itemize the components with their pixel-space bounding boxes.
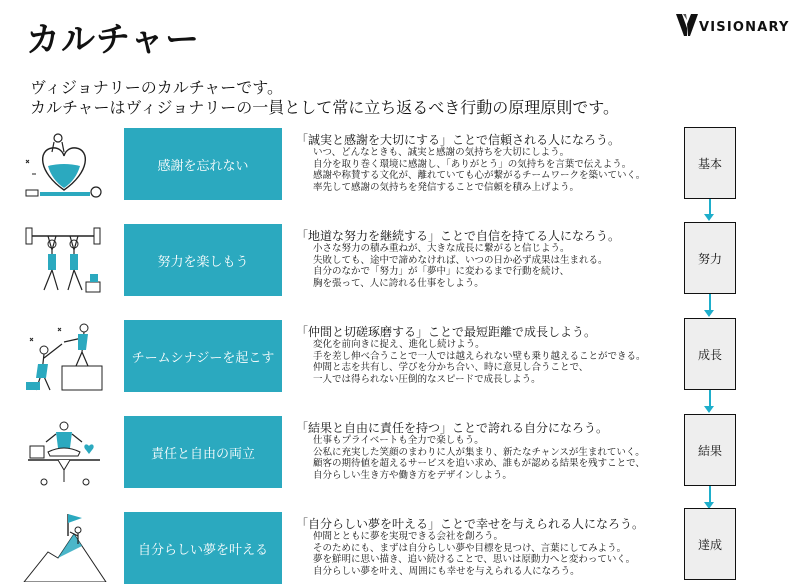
summit-flag-icon — [18, 512, 110, 588]
culture-detail-line: 胸を張って、人に誇れる仕事をしよう。 — [313, 277, 484, 289]
culture-headline: 「誠実と感謝を大切にする」ことで信頼される人になろう。 — [296, 133, 621, 147]
culture-description — [296, 133, 676, 193]
culture-detail-line: 変化を前向きに捉え、進化し続けよう。 — [313, 339, 485, 350]
down-arrow-icon — [708, 486, 712, 509]
culture-headline: 「自分らしい夢を叶える」ことで幸せを与えられる人になろう。 — [296, 517, 645, 531]
culture-label-box: 感謝を忘れない — [124, 128, 282, 200]
down-arrow-icon — [708, 294, 712, 317]
stage-box: 結果 — [684, 414, 736, 486]
culture-row-3 — [0, 320, 796, 396]
culture-description — [296, 517, 676, 577]
visionary-logo — [676, 14, 790, 36]
culture-row-5 — [0, 512, 796, 588]
visionary-v-logo-icon — [676, 14, 698, 36]
culture-detail-line: 自分らしい夢を叶え、周囲にも幸せを与えられる人になろう。 — [313, 565, 580, 577]
culture-row-2 — [0, 224, 796, 300]
culture-headline: 「結果と自由に責任を持つ」ことで誇れる自分になろう。 — [296, 421, 609, 435]
helping-hand-illustration — [18, 320, 110, 396]
helping-hand-icon — [18, 320, 110, 396]
stage-box: 基本 — [684, 127, 736, 199]
barbell-lift-icon — [18, 224, 110, 300]
culture-headline: 「仲間と切磋琢磨する」ことで最短距離で成長しよう。 — [296, 325, 597, 339]
culture-detail-line: 自分を取り巻く環境に感謝し、「ありがとう」の気持ちを言葉で伝えよう。 — [313, 158, 632, 170]
culture-headline: 「地道な努力を継続する」ことで自信を持てる人になろう。 — [296, 229, 621, 243]
culture-label-box: 自分らしい夢を叶える — [124, 512, 282, 584]
culture-detail-line: 手を差し伸べ合うことで一人では越えられない壁も乗り越えることができる。 — [313, 350, 646, 362]
stage-box: 成長 — [684, 318, 736, 390]
culture-detail-line: 失敗しても、途中で諦めなければ、いつの日か必ず成果は生まれる。 — [313, 254, 608, 266]
barbell-lift-illustration — [18, 224, 110, 300]
culture-detail-line: 一人では得られない圧倒的なスピードで成長しよう。 — [313, 373, 541, 385]
culture-detail-line: 自分のなかで「努力」が「夢中」に変わるまで行動を続け、 — [313, 266, 570, 278]
culture-detail-line: 仲間と志を共有し、学びを分かち合い、時に意見し合うことで、 — [313, 362, 589, 374]
culture-detail-line: 小さな努力の積み重ねが、大きな成長に繋がると信じよう。 — [313, 243, 570, 254]
logo-wordmark: VISIONARY — [699, 20, 790, 35]
balance-meditation-illustration — [18, 416, 110, 492]
culture-detail-line: 夢を鮮明に思い描き、追い続けることで、思いは原動力へと変わっていく。 — [313, 554, 636, 566]
heart-hands-icon — [18, 128, 110, 204]
stage-box: 達成 — [684, 508, 736, 580]
balance-meditation-icon — [18, 416, 110, 492]
intro-line-1: ヴィジョナリーのカルチャーです。 — [30, 78, 283, 97]
intro-text — [30, 78, 619, 118]
culture-row-1 — [0, 128, 796, 204]
culture-detail-line: 仲間とともに夢を実現できる会社を創ろう。 — [313, 531, 504, 542]
down-arrow-icon — [708, 199, 712, 221]
culture-detail-line: そのためにも、まずは自分らしい夢や目標を見つけ、言葉にしてみよう。 — [313, 542, 627, 554]
culture-detail-line: 自分らしい生き方や働き方をデザインしよう。 — [313, 469, 512, 481]
summit-flag-illustration — [18, 512, 110, 582]
page-title: カルチャー — [26, 20, 200, 60]
culture-detail-line: 感謝や称賛する文化が、離れていても心が繋がるチームワークを築いていく。 — [313, 170, 646, 182]
heart-hands-illustration — [18, 128, 110, 204]
culture-label-box: 責任と自由の両立 — [124, 416, 282, 488]
culture-description — [296, 421, 676, 481]
culture-description — [296, 325, 676, 385]
culture-description — [296, 229, 676, 289]
culture-detail-line: いつ、どんなときも、誠実と感謝の気持ちを大切にしよう。 — [313, 147, 570, 158]
culture-row-4 — [0, 416, 796, 492]
culture-detail-line: 顧客の期待値を超えるサービスを追い求め、誰もが認める結果を残すことで、 — [313, 458, 645, 470]
culture-detail-line: 公私に充実した笑顔のまわりに人が集まり、新たなチャンスが生まれていく。 — [313, 446, 645, 458]
culture-detail-line: 率先して感謝の気持ちを発信することで信頼を積み上げよう。 — [313, 181, 580, 193]
stage-box: 努力 — [684, 222, 736, 294]
down-arrow-icon — [708, 390, 712, 413]
intro-line-2: カルチャーはヴィジョナリーの一員として常に立ち返るべき行動の原理原則です。 — [30, 98, 619, 117]
culture-label-box: チームシナジーを起こす — [124, 320, 282, 392]
culture-detail-line: 仕事もプライベートも全力で楽しもう。 — [313, 435, 484, 446]
culture-label-box: 努力を楽しもう — [124, 224, 282, 296]
